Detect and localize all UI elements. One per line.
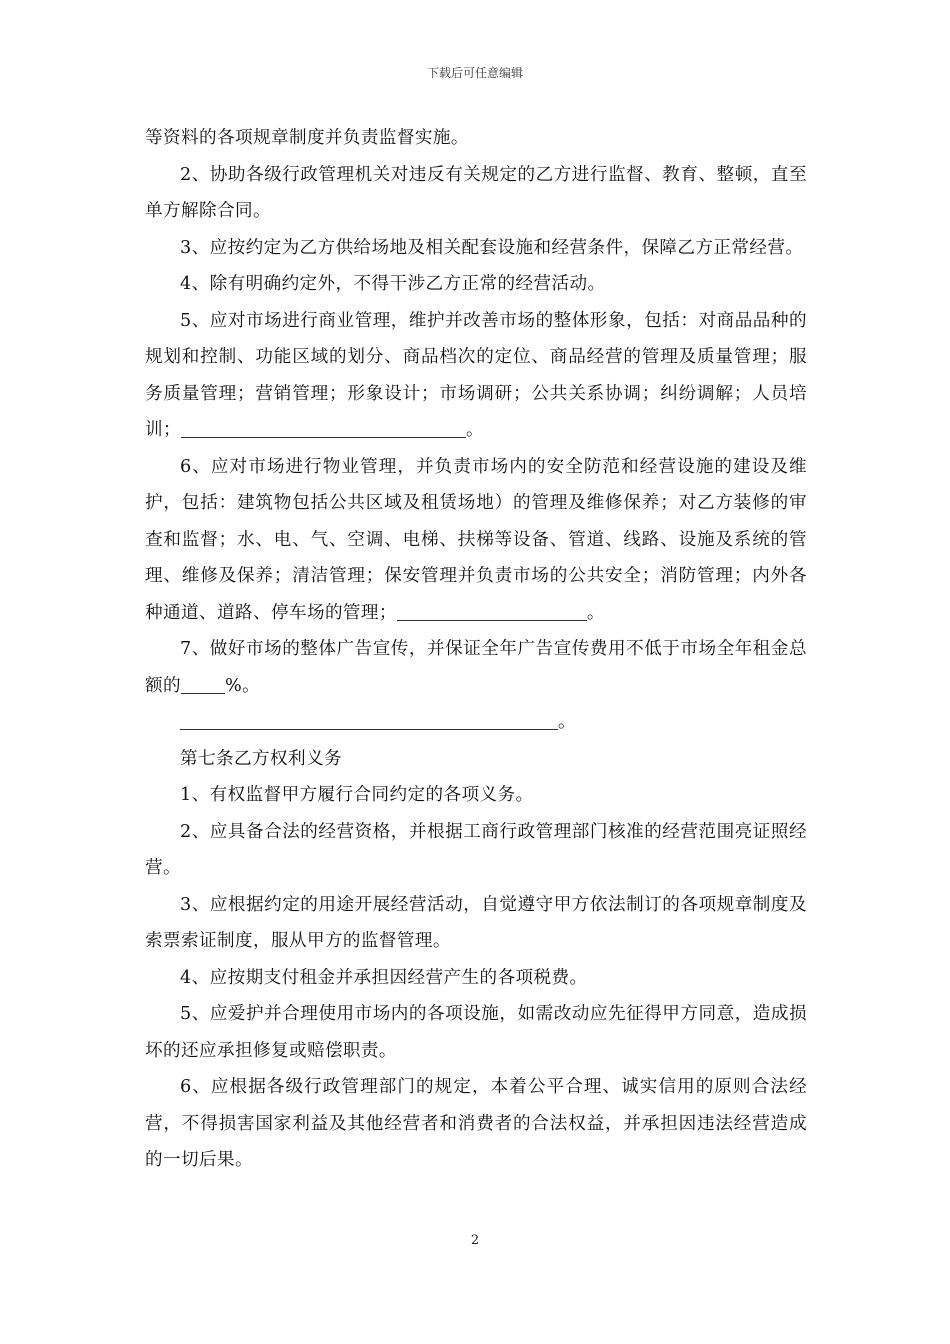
fill-in-blank — [180, 709, 558, 730]
paragraph-text: 7、做好市场的整体广告宣传，并保证全年广告宣传费用不低于市场全年租金总额的 — [145, 639, 807, 696]
paragraph — [145, 704, 807, 741]
paragraph: 1、有权监督甲方履行合同约定的各项义务。 — [180, 785, 534, 805]
section-title: 第七条乙方权利义务 — [180, 748, 342, 769]
paragraph — [145, 303, 807, 449]
page-number: 2 — [470, 1233, 480, 1248]
paragraph: 4、应按期支付租金并承担因经营产生的各项税费。 — [180, 967, 588, 988]
paragraph: 3、应按约定为乙方供给场地及相关配套设施和经营条件，保障乙方正常经营。 — [180, 237, 804, 258]
document-body — [145, 120, 807, 1179]
paragraph: 等资料的各项规章制度并负责监督实施。 — [145, 128, 469, 148]
paragraph — [145, 449, 807, 632]
paragraph-end: 。 — [586, 602, 605, 623]
paragraph-text: 6、应对市场进行物业管理，并负责市场内的安全防范和经营设施的建设及维护，包括：建筑物包括公共区域及租赁场地）的管理及维修保养；对乙方装修的审查和监督；水、电、气、空调、电梯、扶梯等设备、管道、线路、设施及系统的管理、维修及保养；清洁管理；保安管理并负责市场的公共安全；消防管理；内外各种通道、道路、停车场的管理； — [145, 456, 807, 623]
fill-in-blank — [397, 600, 587, 621]
paragraph-text: 5、应对市场进行商业管理，维护并改善市场的整体形象，包括：对商品品种的规划和控制、功能区域的划分、商品档次的定位、商品经营的管理及质量管理；服务质量管理；营销管理；形象设计；市场调研；公共关系协调；纠纷调解；人员培训； — [145, 310, 807, 440]
paragraph: 5、应爱护并合理使用市场内的各项设施，如需改动应先征得甲方同意，造成损坏的还应承担修复或赔偿职责。 — [145, 1004, 807, 1061]
fill-in-blank — [181, 417, 466, 438]
paragraph-end: %。 — [225, 675, 261, 696]
paragraph: 2、协助各级行政管理机关对违反有关规定的乙方进行监督、教育、整顿，直至单方解除合同。 — [145, 164, 807, 221]
paragraph: 4、除有明确约定外，不得干涉乙方正常的经营活动。 — [180, 274, 606, 294]
paragraph: 3、应根据约定的用途开展经营活动，自觉遵守甲方依法制订的各项规章制度及索票索证制度，服从甲方的监督管理。 — [145, 894, 807, 951]
paragraph-end: 。 — [466, 420, 484, 440]
paragraph-end: 。 — [558, 712, 576, 732]
paragraph: 2、应具备合法的经营资格，并根据工商行政管理部门核准的经营范围亮证照经营。 — [145, 821, 807, 878]
fill-in-blank — [181, 673, 225, 694]
paragraph — [145, 631, 807, 704]
paragraph: 6、应根据各级行政管理部门的规定，本着公平合理、诚实信用的原则合法经营，不得损害国家利益及其他经营者和消费者的合法权益，并承担因违法经营造成的一切后果。 — [145, 1077, 807, 1170]
header-note: 下载后可任意编辑 — [426, 66, 523, 80]
